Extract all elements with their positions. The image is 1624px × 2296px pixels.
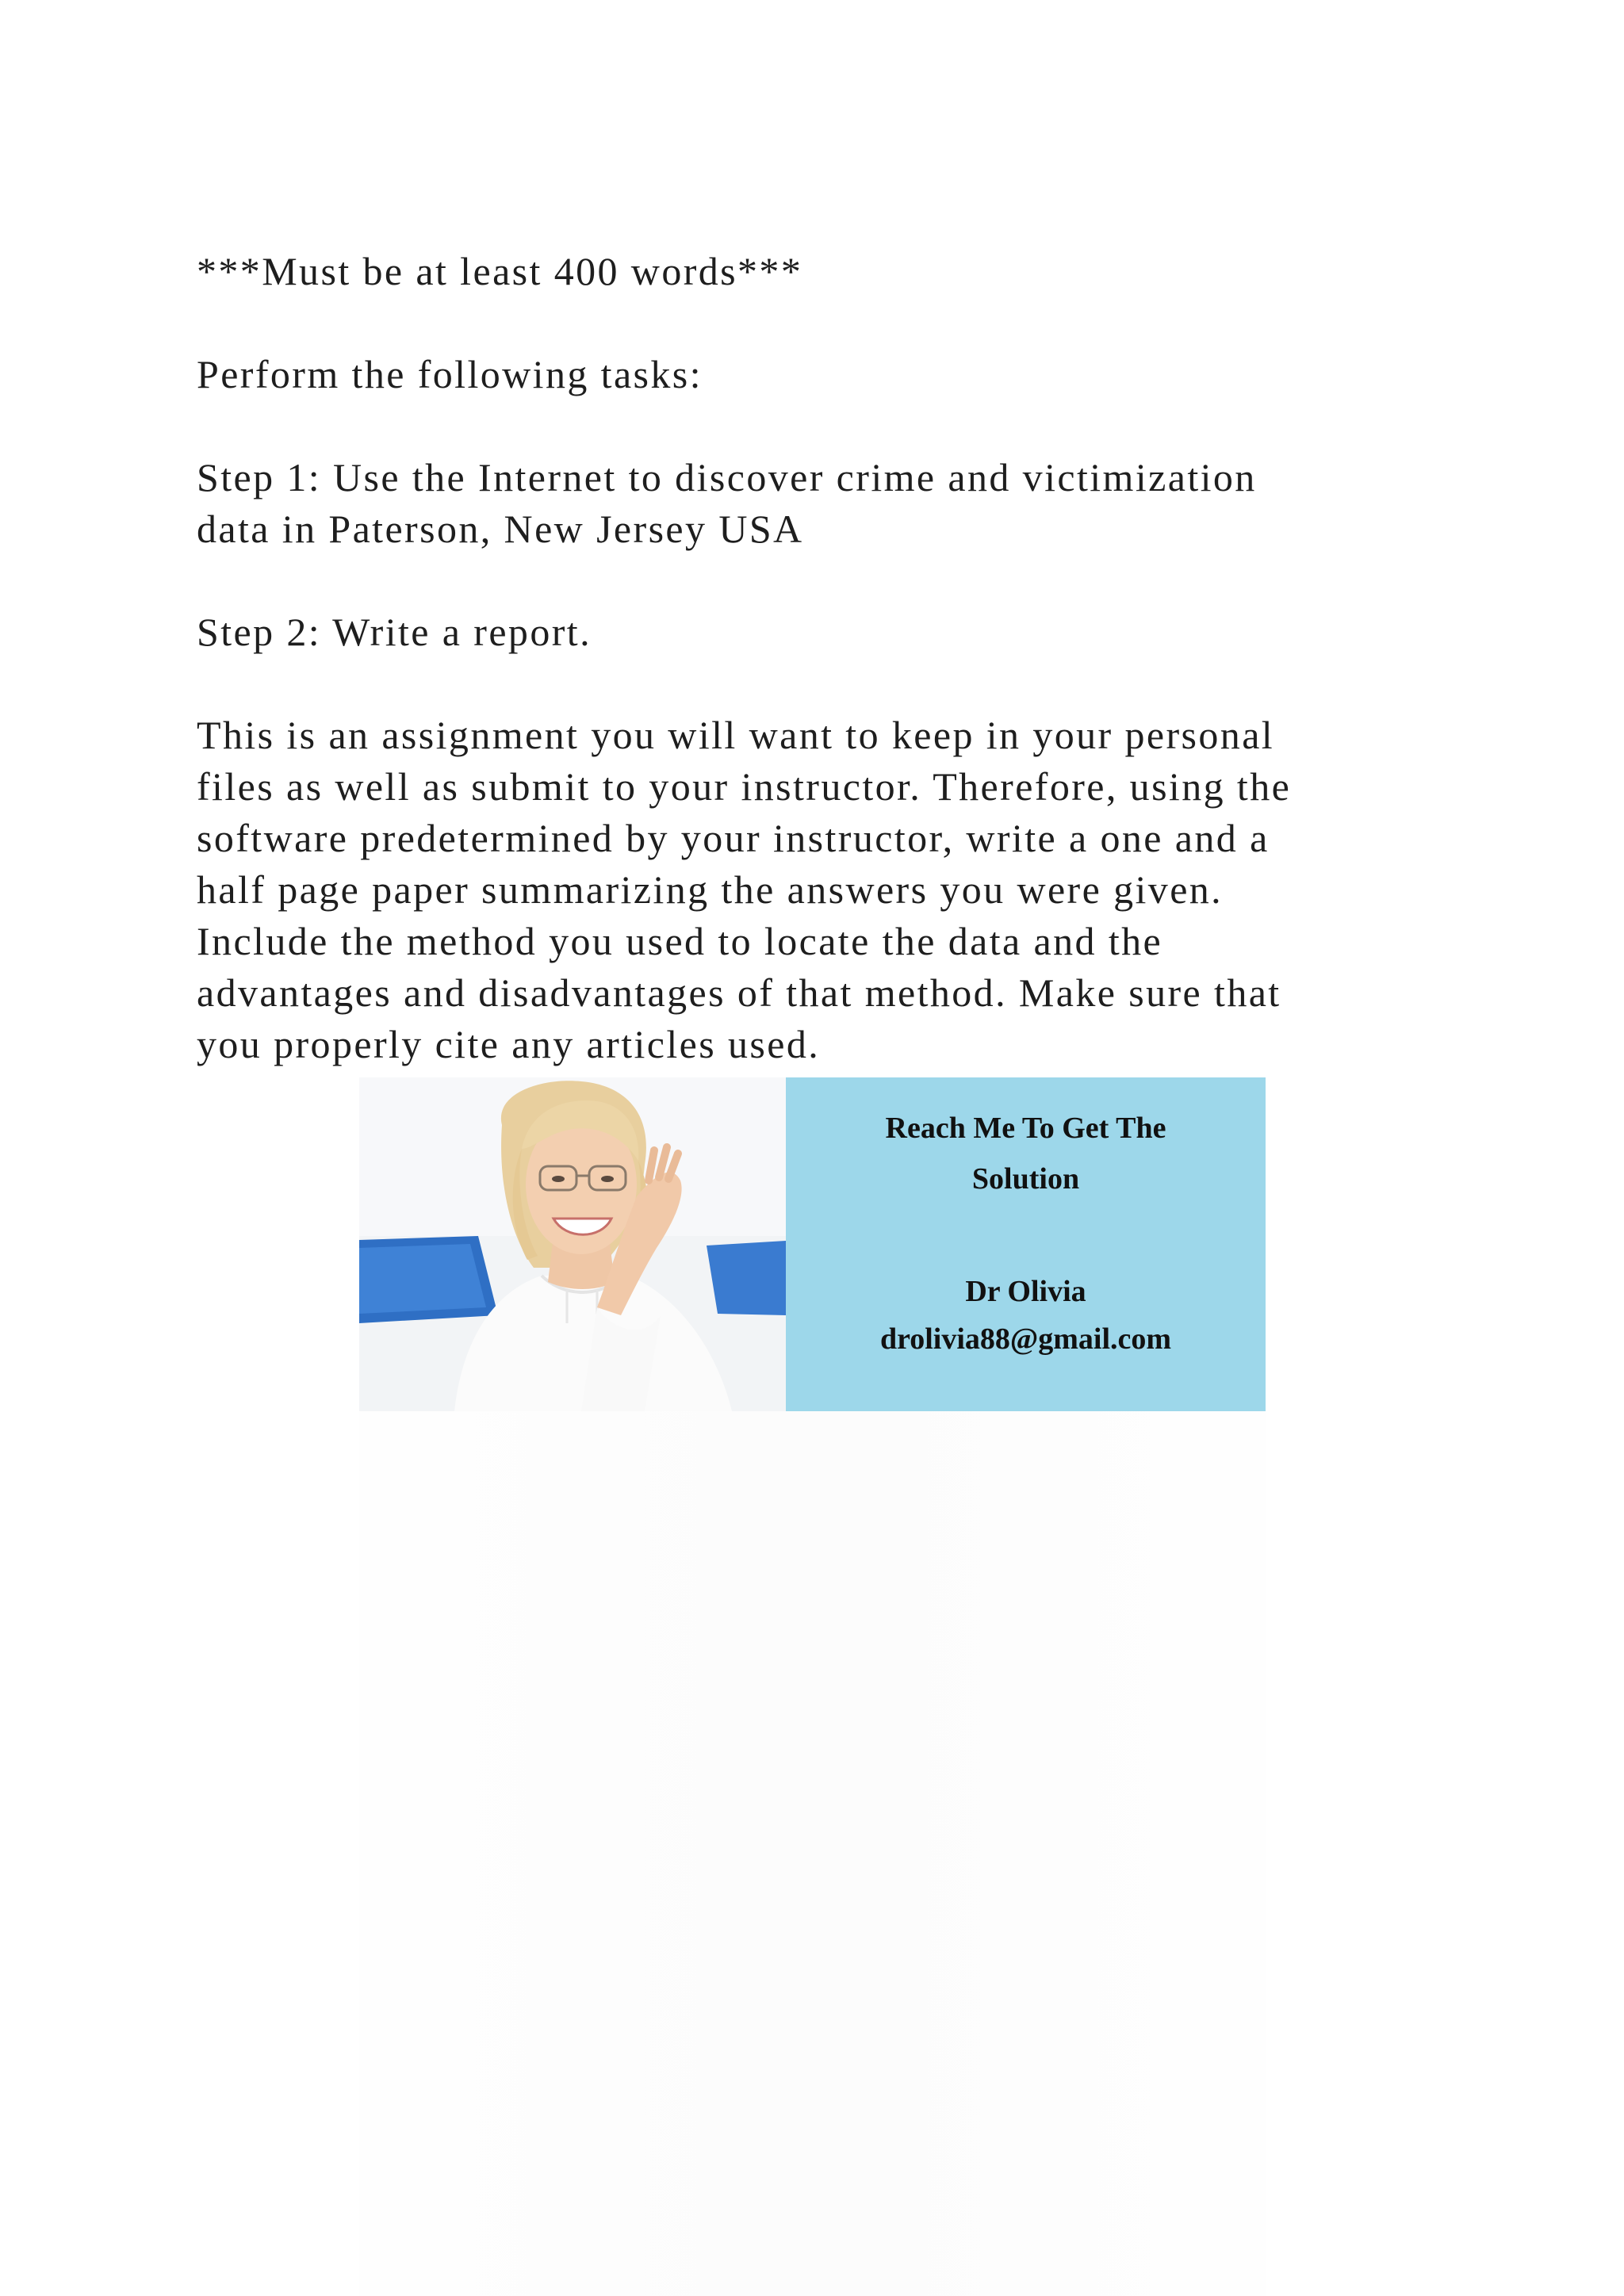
step-1	[197, 452, 1434, 555]
step-2	[197, 607, 1434, 658]
banner-heading	[786, 1103, 1266, 1204]
tasks-intro	[197, 349, 1434, 400]
text-line: data in Paterson, New Jersey USA	[197, 507, 804, 551]
text-line: ***Must be at least 400 words***	[197, 249, 803, 293]
contact-name: Dr Olivia	[965, 1275, 1086, 1308]
smiling-woman-photo-icon	[359, 1077, 786, 1411]
text-line: advantages and disadvantages of that method. Make sure that	[197, 970, 1281, 1015]
contact-email: drolivia88@gmail.com	[879, 1322, 1172, 1356]
text-line: software predetermined by your instructor, write a one and a	[197, 816, 1270, 860]
text-line: files as well as submit to your instructor. Therefore, using the	[197, 764, 1292, 809]
banner-heading-line: Reach Me To Get The	[885, 1112, 1166, 1145]
text-line: half page paper summarizing the answers you were given.	[197, 867, 1224, 912]
text-line: This is an assignment you will want to keep in your personal	[197, 713, 1275, 757]
word-requirement	[197, 246, 1434, 297]
contact-details	[786, 1268, 1266, 1363]
contact-panel	[786, 1077, 1266, 1411]
text-line: Include the method you used to locate the data and the	[197, 919, 1163, 963]
text-line: Step 2: Write a report.	[197, 610, 592, 654]
text-line: you properly cite any articles used.	[197, 1022, 821, 1066]
photo-illustration	[359, 1077, 786, 1411]
text-line: Step 1: Use the Internet to discover crime and victimization	[197, 455, 1257, 499]
promo-banner	[359, 1077, 1266, 1411]
banner-heading-line: Solution	[971, 1162, 1080, 1196]
faint-image-shadow	[359, 1411, 1266, 2296]
text-line: Perform the following tasks:	[197, 352, 703, 396]
assignment-instructions	[197, 710, 1434, 1070]
assignment-text	[197, 246, 1434, 1070]
